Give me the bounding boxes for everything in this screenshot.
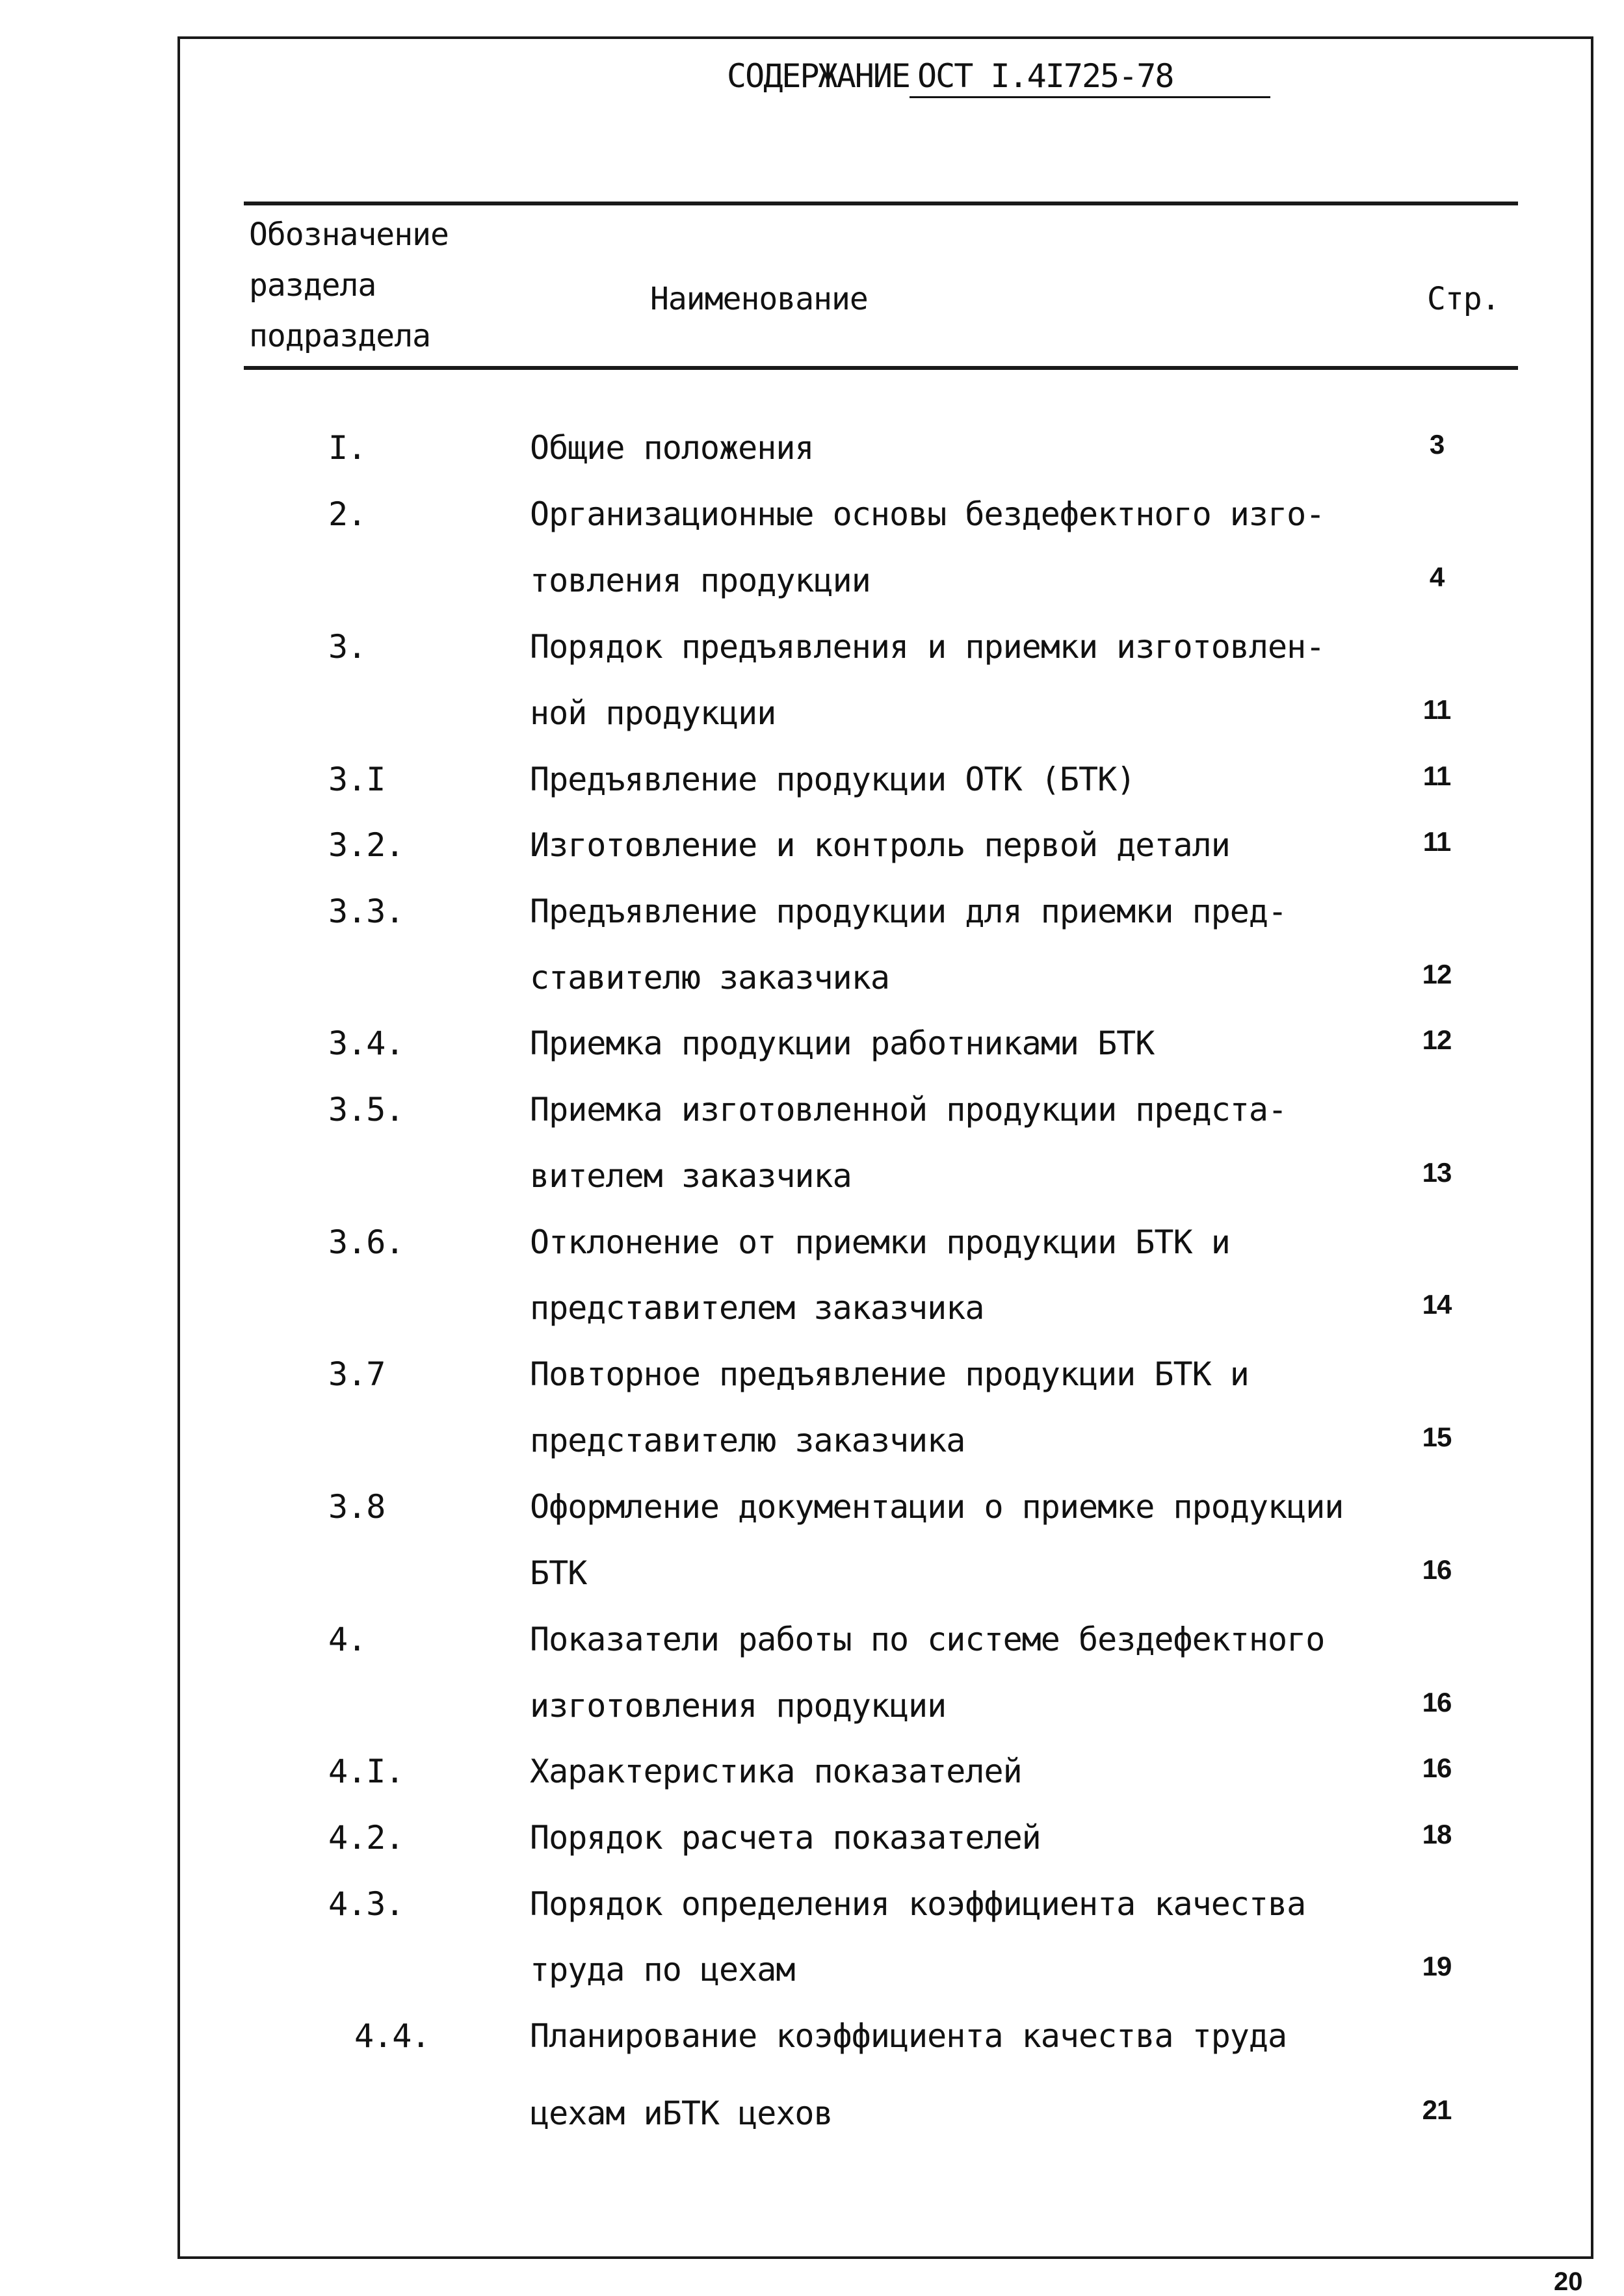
- section-title: Порядок предъявления и приемки изготовлен-: [530, 628, 1325, 666]
- section-page: 21: [1422, 2094, 1452, 2125]
- section-page: 13: [1422, 1157, 1452, 1188]
- contents-row: [0, 484, 1624, 550]
- section-title: ной продукции: [530, 694, 776, 732]
- section-code: 3.I: [328, 761, 386, 798]
- section-title: Отклонение от приемки продукции БТК и: [530, 1223, 1230, 1261]
- column-header-page: Стр.: [1427, 281, 1500, 317]
- section-title: представителем заказчика: [530, 1289, 984, 1327]
- column-header-designation-line: подраздела: [249, 318, 430, 354]
- contents-row: [0, 815, 1624, 881]
- section-code: 3.7: [328, 1355, 386, 1393]
- contents-row: [0, 683, 1624, 749]
- contents-row: [0, 1212, 1624, 1278]
- section-page: 12: [1422, 1024, 1452, 1055]
- contents-row: [0, 616, 1624, 683]
- section-title: Приемка изготовленной продукции предста-: [530, 1091, 1287, 1128]
- section-title: товления продукции: [530, 562, 871, 599]
- column-header-name: Наименование: [650, 281, 868, 317]
- contents-row: [0, 947, 1624, 1013]
- section-title: изготовления продукции: [530, 1687, 947, 1725]
- section-page: 19: [1422, 1951, 1452, 1981]
- section-page: 14: [1422, 1289, 1452, 1320]
- page-number: 20: [1554, 2267, 1583, 2296]
- section-title: БТК: [530, 1554, 587, 1592]
- section-page: 11: [1422, 761, 1451, 791]
- section-title: Характеристика показателей: [530, 1753, 1022, 1790]
- section-title: труда по цехам: [530, 1951, 795, 1989]
- section-code: 4.3.: [328, 1885, 404, 1923]
- section-code: 4.: [328, 1621, 367, 1658]
- contents-heading: СОДЕРЖАНИЕ: [727, 57, 910, 95]
- section-title: Изготовление и контроль первой детали: [530, 826, 1230, 864]
- contents-row: [0, 1410, 1624, 1476]
- section-title: Предъявление продукции для приемки пред-: [530, 893, 1287, 930]
- section-title: вителем заказчика: [530, 1157, 852, 1195]
- column-header-designation: [249, 209, 449, 361]
- contents-title: [727, 57, 1270, 98]
- section-code: 4.4.: [354, 2017, 430, 2055]
- section-code: I.: [328, 429, 367, 467]
- contents-row: [0, 749, 1624, 815]
- contents-row: [0, 1609, 1624, 1675]
- contents-row: [0, 1013, 1624, 1079]
- section-page: 16: [1422, 1753, 1452, 1783]
- section-page: 18: [1422, 1819, 1452, 1849]
- section-title: Предъявление продукции ОТК (БТК): [530, 761, 1136, 798]
- section-code: 3.8: [328, 1488, 386, 1526]
- table-top-rule: [244, 202, 1518, 205]
- contents-row: [0, 1741, 1624, 1807]
- section-title: Приемка продукции работниками БТК: [530, 1024, 1155, 1062]
- section-title: Повторное предъявление продукции БТК и: [530, 1355, 1249, 1393]
- contents-row: [0, 1344, 1624, 1410]
- contents-row: [0, 1807, 1624, 1873]
- contents-row: [0, 2005, 1624, 2072]
- section-title: цехам иБТК цехов: [530, 2094, 833, 2132]
- contents-row: [0, 417, 1624, 484]
- section-title: Порядок определения коэффициента качества: [530, 1885, 1306, 1923]
- section-title: Планирование коэффициента качества труда: [530, 2017, 1287, 2055]
- section-code: 2.: [328, 495, 367, 533]
- section-page: 4: [1429, 562, 1445, 592]
- section-code: 4.2.: [328, 1819, 404, 1857]
- section-title: ставителю заказчика: [530, 959, 889, 997]
- section-code: 3.2.: [328, 826, 404, 864]
- section-page: 11: [1422, 694, 1451, 725]
- section-title: представителю заказчика: [530, 1422, 965, 1459]
- section-page: 16: [1422, 1687, 1452, 1717]
- section-code: 3.3.: [328, 893, 404, 930]
- section-page: 3: [1429, 429, 1445, 460]
- contents-row: [0, 1873, 1624, 1940]
- section-code: 4.I.: [328, 1753, 404, 1790]
- column-header-designation-line: раздела: [249, 267, 376, 304]
- table-header-rule: [244, 366, 1518, 370]
- document-number: ОСТ I.4I725-78: [910, 60, 1270, 98]
- contents-row: [0, 881, 1624, 947]
- section-code: 3.5.: [328, 1091, 404, 1128]
- section-page: 16: [1422, 1554, 1452, 1585]
- column-header-designation-line: Обозначение: [249, 216, 449, 253]
- contents-row: [0, 1145, 1624, 1212]
- contents-row: [0, 1079, 1624, 1145]
- contents-row: [0, 1675, 1624, 1742]
- contents-row: [0, 1277, 1624, 1344]
- section-title: Порядок расчета показателей: [530, 1819, 1041, 1857]
- contents-row: [0, 550, 1624, 616]
- section-title: Общие положения: [530, 429, 814, 467]
- section-title: Организационные основы бездефектного изго-: [530, 495, 1325, 533]
- contents-row: [0, 1543, 1624, 1609]
- section-title: Показатели работы по системе бездефектного: [530, 1621, 1325, 1658]
- section-code: 3.: [328, 628, 367, 666]
- section-page: 11: [1422, 826, 1451, 857]
- section-code: 3.6.: [328, 1223, 404, 1261]
- section-code: 3.4.: [328, 1024, 404, 1062]
- section-page: 15: [1422, 1422, 1452, 1452]
- contents-row: [0, 1939, 1624, 2005]
- section-page: 12: [1422, 959, 1452, 989]
- contents-row: [0, 1476, 1624, 1543]
- section-title: Оформление документации о приемке продукции: [530, 1488, 1344, 1526]
- contents-row: [0, 2083, 1624, 2149]
